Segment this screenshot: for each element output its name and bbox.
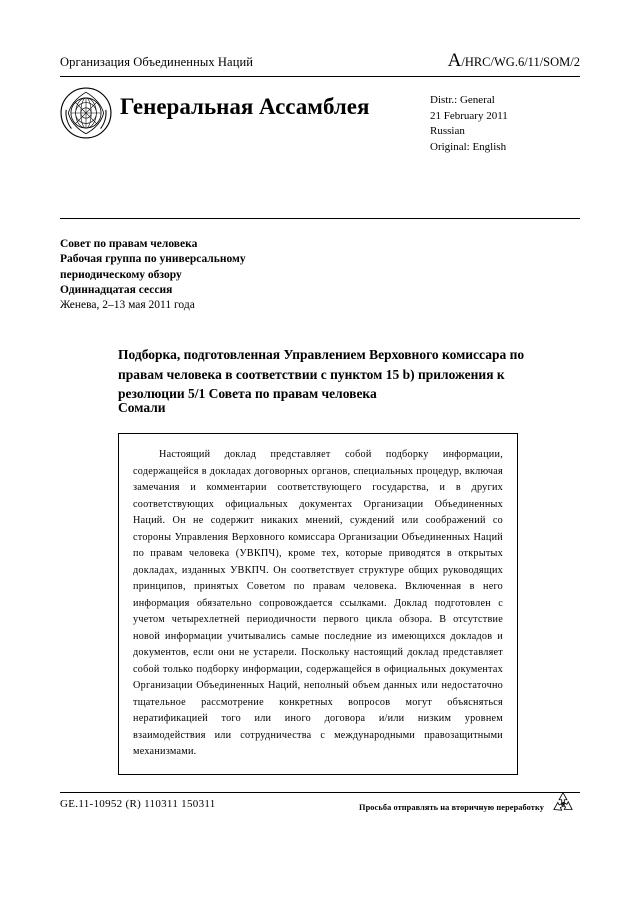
document-header [60, 50, 580, 155]
council-line-1: Совет по правам человека [60, 238, 198, 250]
organization-name: Организация Объединенных Наций [60, 55, 254, 69]
distr-line: Distr.: General [430, 94, 495, 106]
council-session-block [60, 237, 580, 313]
page-title: Подборка, подготовленная Управлением Верховного комиссара по правам человека в соответствии с пунктом 15 b) приложения к резолюции 5/1 Совета по правам человека [118, 347, 525, 402]
distr-original: Original: English [430, 140, 507, 153]
document-symbol-prefix: A [447, 50, 462, 71]
country-name: Сомали [118, 400, 166, 415]
document-symbol-rest: /HRC/WG.6/11/SOM/2 [461, 55, 580, 69]
header-divider-top [60, 76, 580, 77]
recycle-icon [550, 790, 576, 816]
document-footer [60, 798, 580, 816]
distr-date: 21 February 2011 [430, 109, 508, 122]
un-emblem [60, 87, 112, 139]
council-line-4: Одиннадцатая сессия [60, 283, 173, 296]
abstract-text: Настоящий доклад представляет собой подборку информации, содержащейся в докладах договорных органов, специальных процедур, включая замечания и комментарии соответствующего государства, и в других соответствующих официальных документах Организации Объединенных Наций. Он не содержит никаких мнений, суждений или соображений со стороны Управления Верховного комиссара Организации Объединенных Наций по правам человека (УВКПЧ), кроме тех, которые приводятся в открытых докладах, изданных УВКПЧ. Он соответствует структуре общих руководящих принципов, принятых Советом по правам человека. Включенная в него информация обязательно сопровождается ссылками. Доклад подготовлен с учетом четырехлетней периодичности первого цикла обзора. В отсутствие новой информации учитывались самые последние из имеющихся докладов и документов, если они не устарели. Поскольку настоящий доклад представляет собой только подборку информации, содержащейся в официальных документах Организации Объединенных Наций, неполный объем данных или недостаточно тщательное рассмотрение конкретных вопросов могут объясняться нератификацией того или иного договора и/или низким уровнем взаимодействия или сотрудничества с международными правозащитными механизмами. [133, 449, 503, 758]
distribution-block [430, 85, 580, 155]
council-line-2: Рабочая группа по универсальному [60, 253, 246, 266]
council-line-3: периодическому обзору [60, 268, 182, 281]
document-code: GE.11-10952 (R) 110311 150311 [60, 798, 216, 810]
header-divider-bottom [60, 218, 580, 219]
council-line-5: Женева, 2–13 мая 2011 года [60, 299, 195, 312]
abstract-box [118, 433, 518, 775]
header-main-row [60, 85, 580, 155]
recycle-notice [359, 798, 576, 816]
header-top-row [60, 50, 580, 72]
document-symbol [448, 50, 580, 72]
recycle-text: Просьба отправлять на вторичную переработку [359, 802, 544, 812]
footer-divider [60, 792, 580, 793]
body-title: Генеральная Ассамблея [120, 94, 370, 119]
distr-language: Russian [430, 125, 465, 138]
